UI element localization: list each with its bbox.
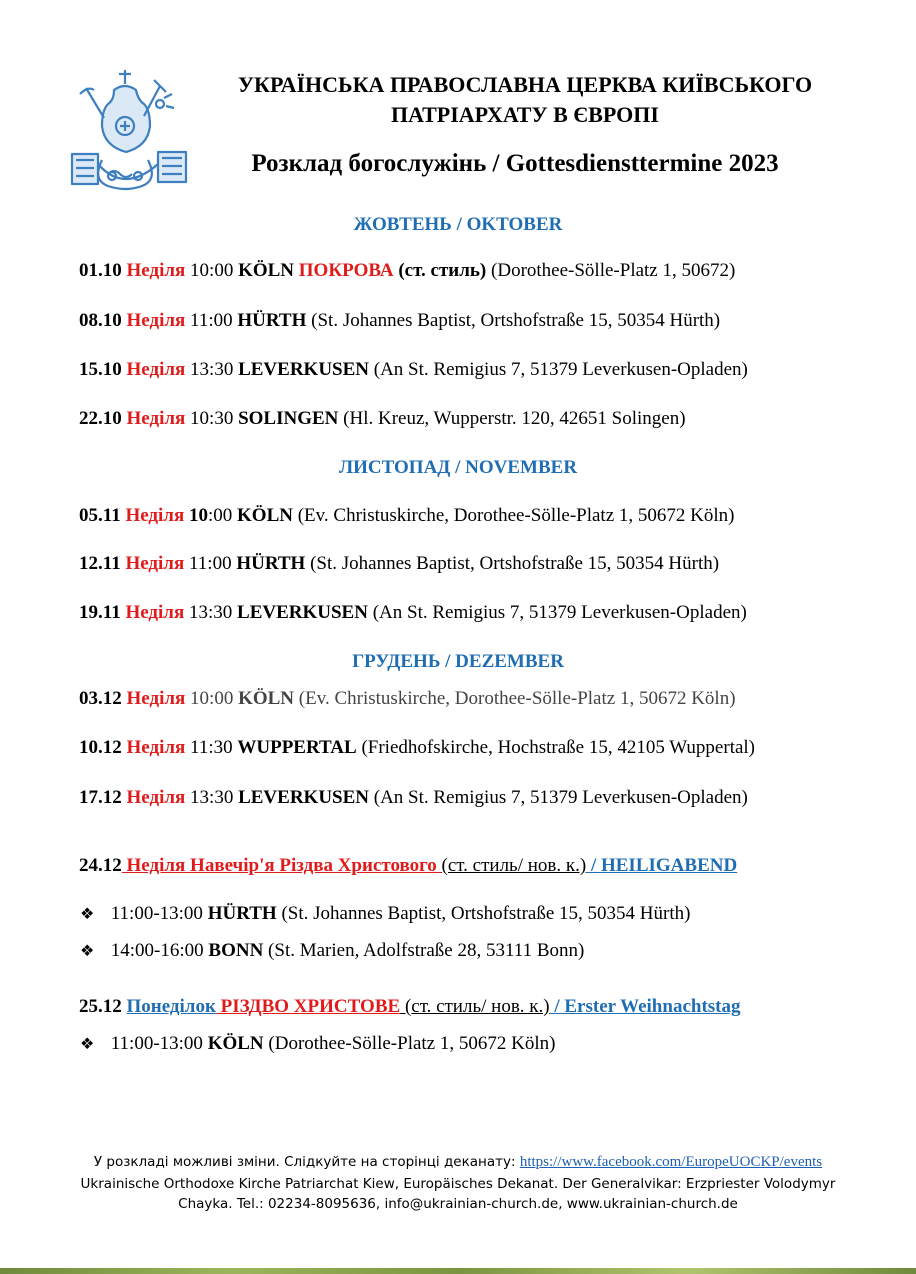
feast-name: РІЗДВО ХРИСТОВЕ xyxy=(215,996,401,1017)
service-city: HÜRTH xyxy=(236,553,306,574)
service-date: 17.12 xyxy=(79,787,122,808)
service-place: (Ev. Christuskirche, Dorothee-Sölle-Platz 1, 50672 Köln) xyxy=(298,688,736,709)
service-day: Понеділок xyxy=(126,996,216,1017)
service-day: Неділя xyxy=(125,553,185,574)
service-day: Неділя xyxy=(126,310,186,331)
list-item xyxy=(80,940,584,962)
calendar-style: (ст. стиль) xyxy=(398,260,487,281)
service-time: 11:30 xyxy=(190,737,233,758)
service-time: 10:30 xyxy=(190,408,234,429)
service-date: 24.12 xyxy=(79,855,122,876)
service-row xyxy=(79,359,748,381)
service-city: BONN xyxy=(208,940,264,961)
service-date: 22.10 xyxy=(79,408,122,429)
service-time: 10:00 xyxy=(190,688,234,709)
church-emblem-logo xyxy=(64,64,196,194)
service-row xyxy=(79,602,747,624)
list-item xyxy=(80,1033,555,1055)
service-city: LEVERKUSEN xyxy=(238,787,369,808)
service-row xyxy=(79,787,748,809)
service-place: (Hl. Kreuz, Wupperstr. 120, 42651 Solingen) xyxy=(343,408,686,429)
feast-name: Неділя Навечір'я Різдва Христового xyxy=(121,855,442,876)
feast-german-name: / HEILIGABEND xyxy=(586,855,738,876)
footer-contact-line2: Chayka. Tel.: 02234-8095636, info@ukrainian-church.de, www.ukrainian-church.de xyxy=(178,1196,738,1212)
service-city: LEVERKUSEN xyxy=(237,602,368,623)
service-place: (An St. Remigius 7, 51379 Leverkusen-Opladen) xyxy=(372,602,747,623)
footer-notice xyxy=(0,1152,916,1172)
service-row xyxy=(79,688,736,710)
service-date: 12.11 xyxy=(79,553,121,574)
service-date: 01.10 xyxy=(79,260,122,281)
service-day: Неділя xyxy=(125,505,185,526)
church-title-line2: ПАТРІАРХАТУ В ЄВРОПІ xyxy=(391,102,659,127)
service-place: (St. Johannes Baptist, Ortshofstraße 15, 50354 Hürth) xyxy=(311,310,721,331)
service-place: (St. Johannes Baptist, Ortshofstraße 15, 50354 Hürth) xyxy=(310,553,720,574)
service-row xyxy=(79,260,735,282)
christmas-eve-heading xyxy=(79,855,737,877)
service-row xyxy=(79,553,719,575)
month-heading-october: ЖОВТЕНЬ / OKTOBER xyxy=(353,214,563,235)
footer-notice-text: У розкладі можливі зміни. Слідкуйте на сторінці деканату: xyxy=(93,1154,520,1170)
service-date: 15.10 xyxy=(79,359,122,380)
service-time: 11:00 xyxy=(189,553,232,574)
service-place: (St. Marien, Adolfstraße 28, 53111 Bonn) xyxy=(268,940,585,961)
service-time: 10:00 xyxy=(189,505,233,526)
service-day: Неділя xyxy=(126,787,186,808)
service-place: (An St. Remigius 7, 51379 Leverkusen-Opladen) xyxy=(373,359,748,380)
service-time: 10:00 xyxy=(190,260,234,281)
service-row xyxy=(79,310,720,332)
service-day: Неділя xyxy=(126,737,186,758)
diamond-bullet-icon: ❖ xyxy=(80,943,95,960)
diamond-bullet-icon: ❖ xyxy=(80,906,95,923)
service-place: (Friedhofskirche, Hochstraße 15, 42105 Wuppertal) xyxy=(361,737,756,758)
list-item xyxy=(80,903,690,925)
footer-contact-line1: Ukrainische Orthodoxe Kirche Patriarchat Kiew, Europäisches Dekanat. Der Generalvikar: Erzpriester Volodymyr xyxy=(80,1176,836,1192)
service-place: (Dorothee-Sölle-Platz 1, 50672) xyxy=(491,260,736,281)
service-row xyxy=(79,505,734,527)
service-place: (St. Johannes Baptist, Ortshofstraße 15, 50354 Hürth) xyxy=(281,903,691,924)
service-day: Неділя xyxy=(126,408,186,429)
service-city: KÖLN xyxy=(207,1033,264,1054)
feast-name: ПОКРОВА xyxy=(298,260,394,281)
service-day: Неділя xyxy=(125,602,185,623)
church-title-line1: УКРАЇНСЬКА ПРАВОСЛАВНА ЦЕРКВА КИЇВСЬКОГО xyxy=(237,72,813,97)
schedule-subtitle: Розклад богослужінь / Gottesdiensttermine 2023 xyxy=(251,150,779,177)
service-date: 19.11 xyxy=(79,602,121,623)
diamond-bullet-icon: ❖ xyxy=(80,1036,95,1053)
service-row xyxy=(79,408,686,430)
service-day: Неділя xyxy=(126,260,186,281)
service-place: (An St. Remigius 7, 51379 Leverkusen-Opladen) xyxy=(373,787,748,808)
service-city: LEVERKUSEN xyxy=(238,359,369,380)
facebook-events-link[interactable]: https://www.facebook.com/EuropeUOCKP/events xyxy=(519,1154,823,1170)
service-day: Неділя xyxy=(126,359,186,380)
service-city: HÜRTH xyxy=(207,903,277,924)
service-date: 25.12 xyxy=(79,996,122,1017)
service-date: 05.11 xyxy=(79,505,121,526)
service-day: Неділя xyxy=(126,688,186,709)
bottom-decor-strip xyxy=(0,1268,916,1274)
service-city: KÖLN xyxy=(238,688,295,709)
service-time: 11:00-13:00 xyxy=(110,1033,203,1054)
service-city: WUPPERTAL xyxy=(237,737,357,758)
service-time: 13:30 xyxy=(190,787,234,808)
service-time: 11:00-13:00 xyxy=(110,903,203,924)
service-time: 11:00 xyxy=(190,310,233,331)
service-time: 13:30 xyxy=(190,359,234,380)
service-city: SOLINGEN xyxy=(238,408,339,429)
service-place: (Dorothee-Sölle-Platz 1, 50672 Köln) xyxy=(268,1033,556,1054)
service-place: (Ev. Christuskirche, Dorothee-Sölle-Platz 1, 50672 Köln) xyxy=(297,505,735,526)
feast-german-name: / Erster Weihnachtstag xyxy=(549,996,741,1017)
month-heading-december: ГРУДЕНЬ / DEZEMBER xyxy=(352,651,564,672)
service-city: KÖLN xyxy=(238,260,295,281)
christmas-day-heading xyxy=(79,996,741,1018)
service-time: 14:00-16:00 xyxy=(110,940,204,961)
calendar-style: (ст. стиль/ нов. к.) xyxy=(441,855,587,876)
service-city: HÜRTH xyxy=(237,310,307,331)
service-time: 13:30 xyxy=(189,602,233,623)
service-date: 08.10 xyxy=(79,310,122,331)
month-heading-november: ЛИСТОПАД / NOVEMBER xyxy=(338,457,578,478)
service-city: KÖLN xyxy=(237,505,293,526)
service-date: 03.12 xyxy=(79,688,122,709)
service-row xyxy=(79,737,755,759)
calendar-style: (ст. стиль/ нов. к.) xyxy=(400,996,550,1017)
service-date: 10.12 xyxy=(79,737,122,758)
